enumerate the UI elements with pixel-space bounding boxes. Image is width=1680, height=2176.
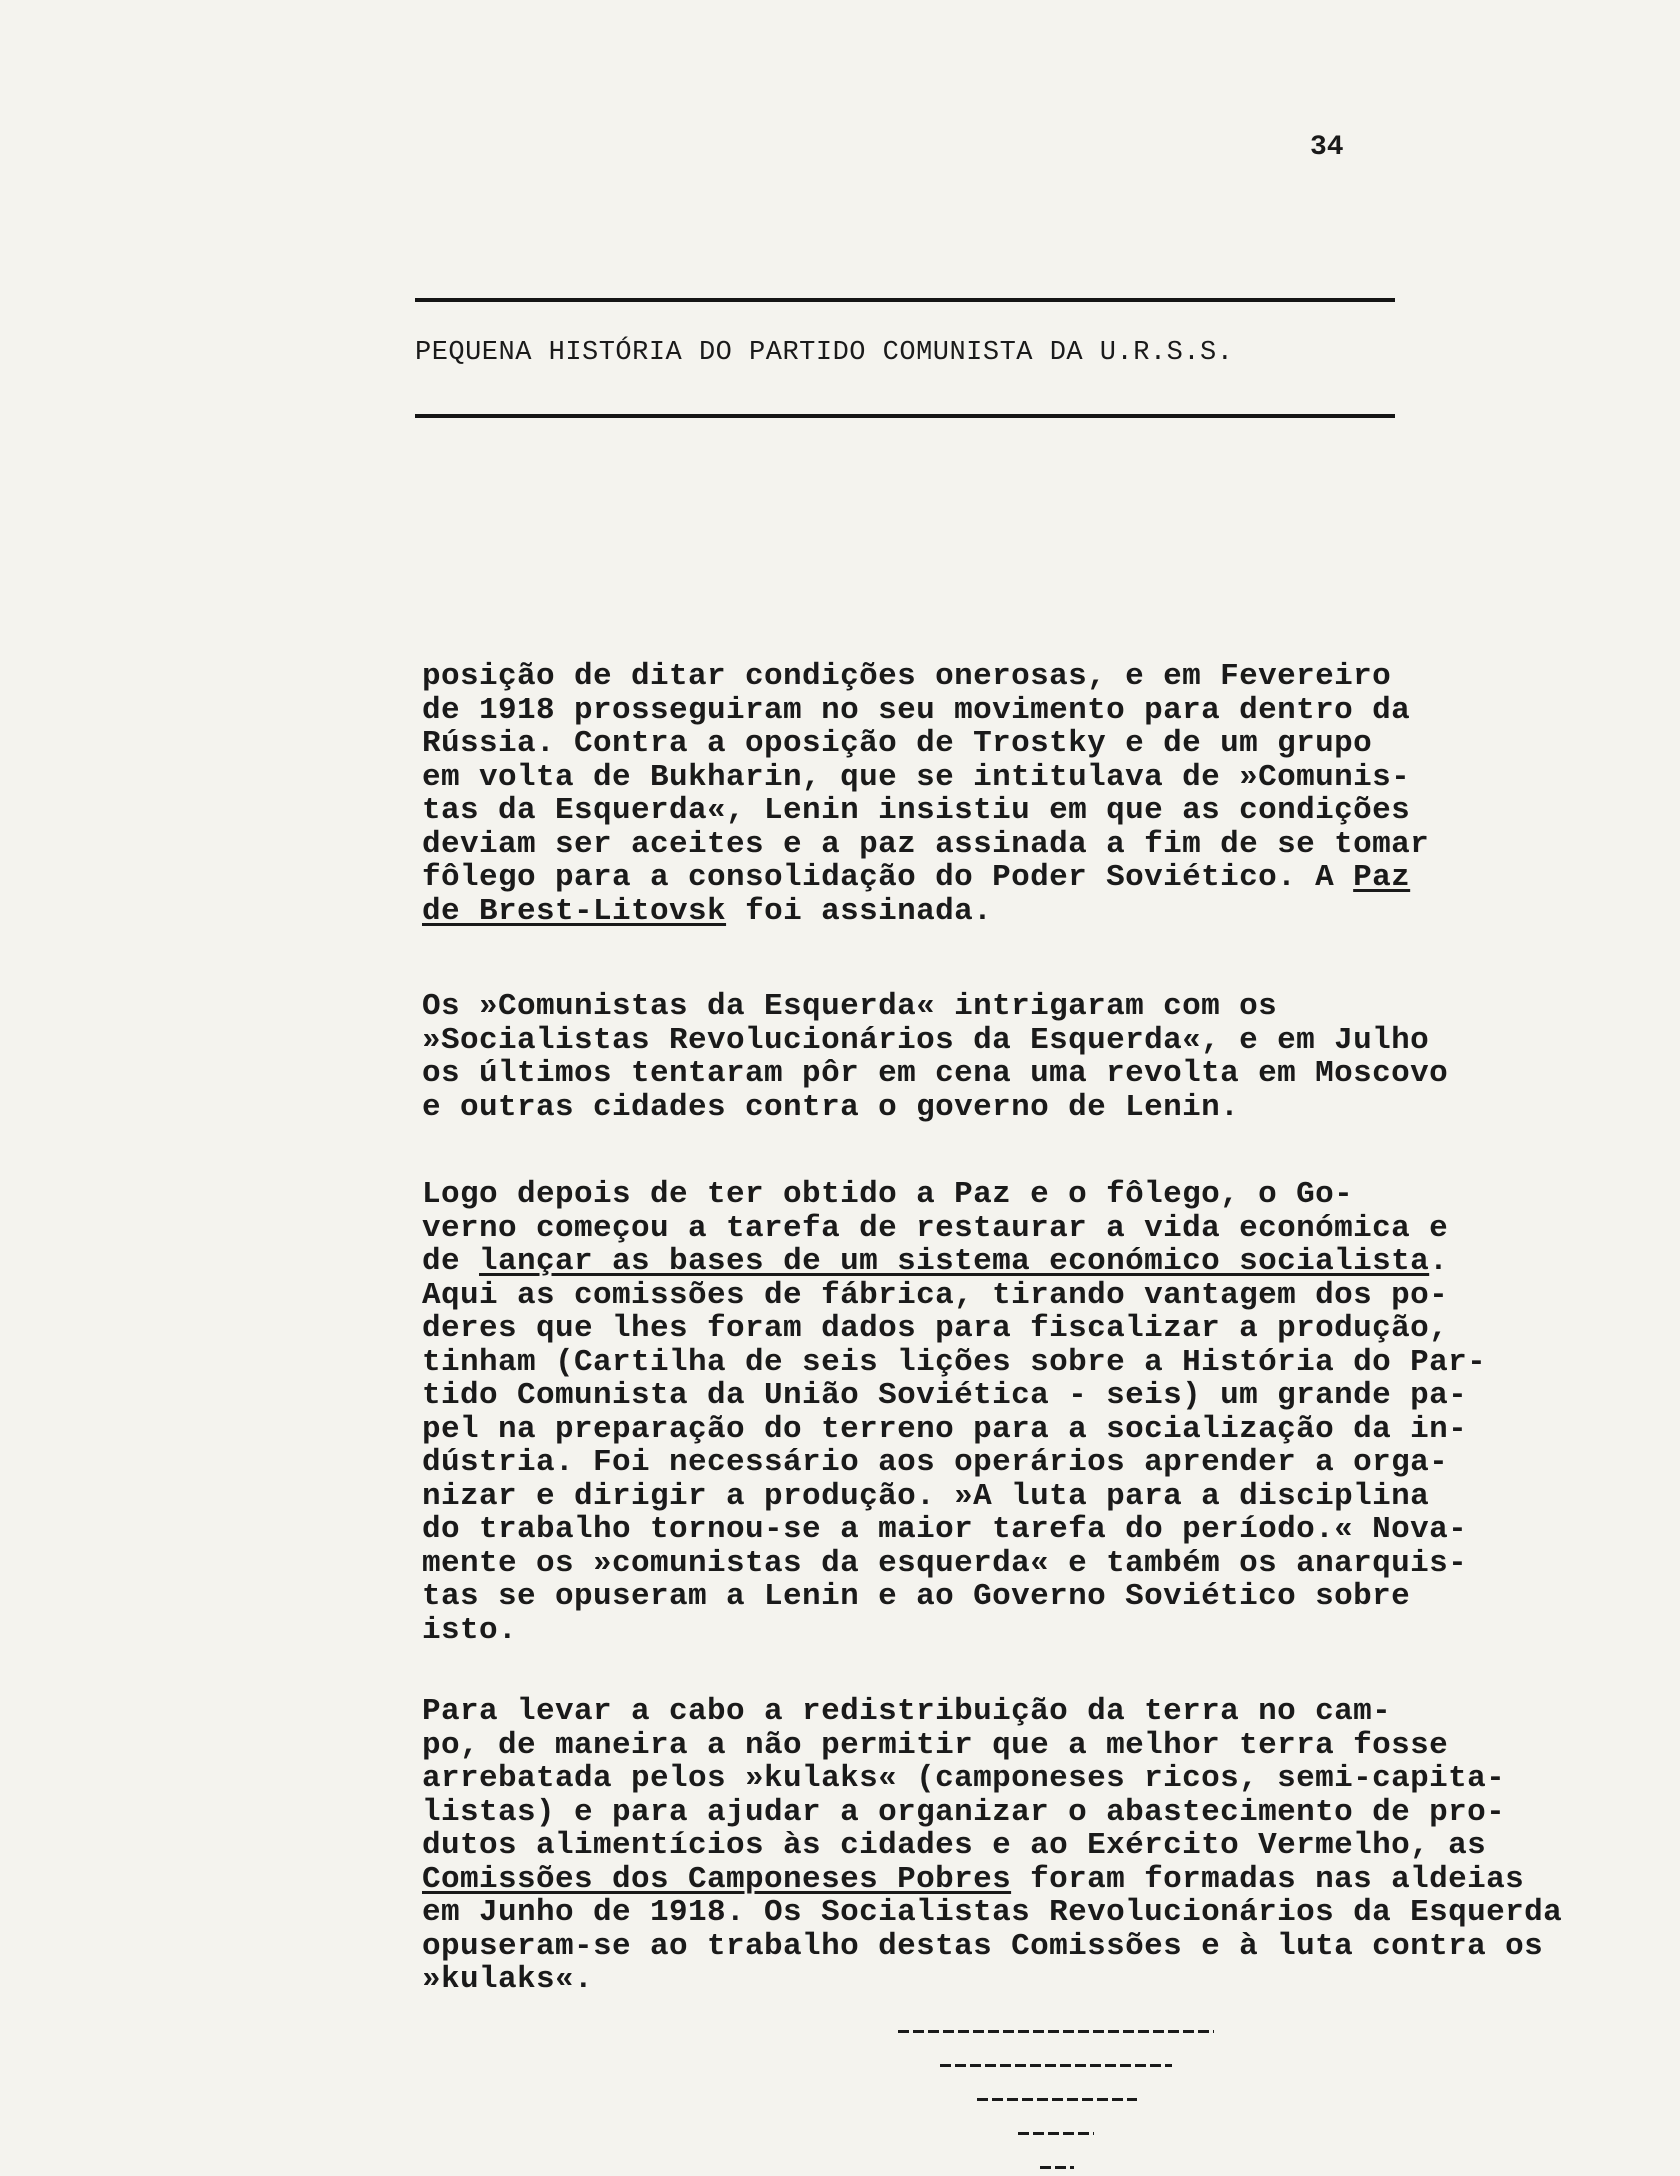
closing-dash-line [898, 2030, 1214, 2033]
page-number: 34 [1310, 132, 1344, 163]
paragraph-text: Para levar a cabo a redistribuição da terra no cam- po, de maneira a não permitir que a melhor terra fosse arrebatada pelos »kulaks« (camponeses ricos, semi-capita- listas) e para ajudar a organizar o abastecimento de pro- dutos alimentícios às cidades e ao Exército Vermelho, as [422, 1694, 1506, 1863]
closing-dash-line [1040, 2166, 1074, 2169]
paragraph-text: . Aqui as comissões de fábrica, tirando vantagem dos po- deres que lhes foram dados para fiscalizar a produção, tinham (Cartilha de seis lições sobre a História do Par- tido Comunista da União Soviética - seis) um grande pa- pel na preparação do terreno para a socialização da in- dústria. Foi necessário aos operários aprender a orga- nizar e dirigir a produção. »A luta para a disciplina do trabalho tornou-se a maior tarefa do período.« Nova- mente os »comunistas da esquerda« e também os anarquis- tas se opuseram a Lenin e ao Governo Soviético sobre isto. [422, 1244, 1487, 1648]
paragraph-text: foram formadas nas aldeias em Junho de 1918. Os Socialistas Revolucionários da Esquerda opuseram-se ao trabalho destas Comissões e à luta contra os »kulaks«. [422, 1861, 1563, 1997]
closing-dash-line [940, 2064, 1172, 2067]
paragraph-poor-peasants-committees [422, 1695, 1602, 1997]
paragraph-text: Os »Comunistas da Esquerda« intrigaram com os »Socialistas Revolucionários da Esquerda«, e em Julho os últimos tentaram pôr em cena uma revolta em Moscovo e outras cidades contra o governo de Lenin. [422, 989, 1449, 1125]
paragraph-left-communists [422, 990, 1602, 1124]
paragraph-economic-restoration [422, 1178, 1602, 1647]
running-title: PEQUENA HISTÓRIA DO PARTIDO COMUNISTA DA U.R.S.S. [415, 338, 1234, 368]
closing-dash-line [1018, 2132, 1094, 2135]
header-rule-bottom [415, 414, 1395, 418]
underlined-phrase: lançar as bases de um sistema económico socialista [479, 1244, 1430, 1279]
paragraph-text: posição de ditar condições onerosas, e em Fevereiro de 1918 prosseguiram no seu movimento para dentro da Rússia. Contra a oposição de Trostky e de um grupo em volta de Bukharin, que se intitulava de »Comunis- tas da Esquerda«, Lenin insistiu em que as condições deviam ser aceites e a paz assinada a fim de se tomar fôlego para a consolidação do Poder Soviético. A [422, 659, 1430, 895]
paragraph-text: Logo depois de ter obtido a Paz e o fôlego, o Go- verno começou a tarefa de restaurar a vida económica e de [422, 1177, 1449, 1279]
underlined-phrase: Comissões dos Camponeses Pobres [422, 1861, 1012, 1897]
header-rule-top [415, 298, 1395, 302]
closing-dash-line [977, 2098, 1137, 2101]
underlined-phrase: Paz de Brest-Litovsk [422, 860, 1411, 929]
paragraph-text: foi assinada. [726, 893, 993, 929]
paragraph-brest-litovsk [422, 660, 1602, 928]
